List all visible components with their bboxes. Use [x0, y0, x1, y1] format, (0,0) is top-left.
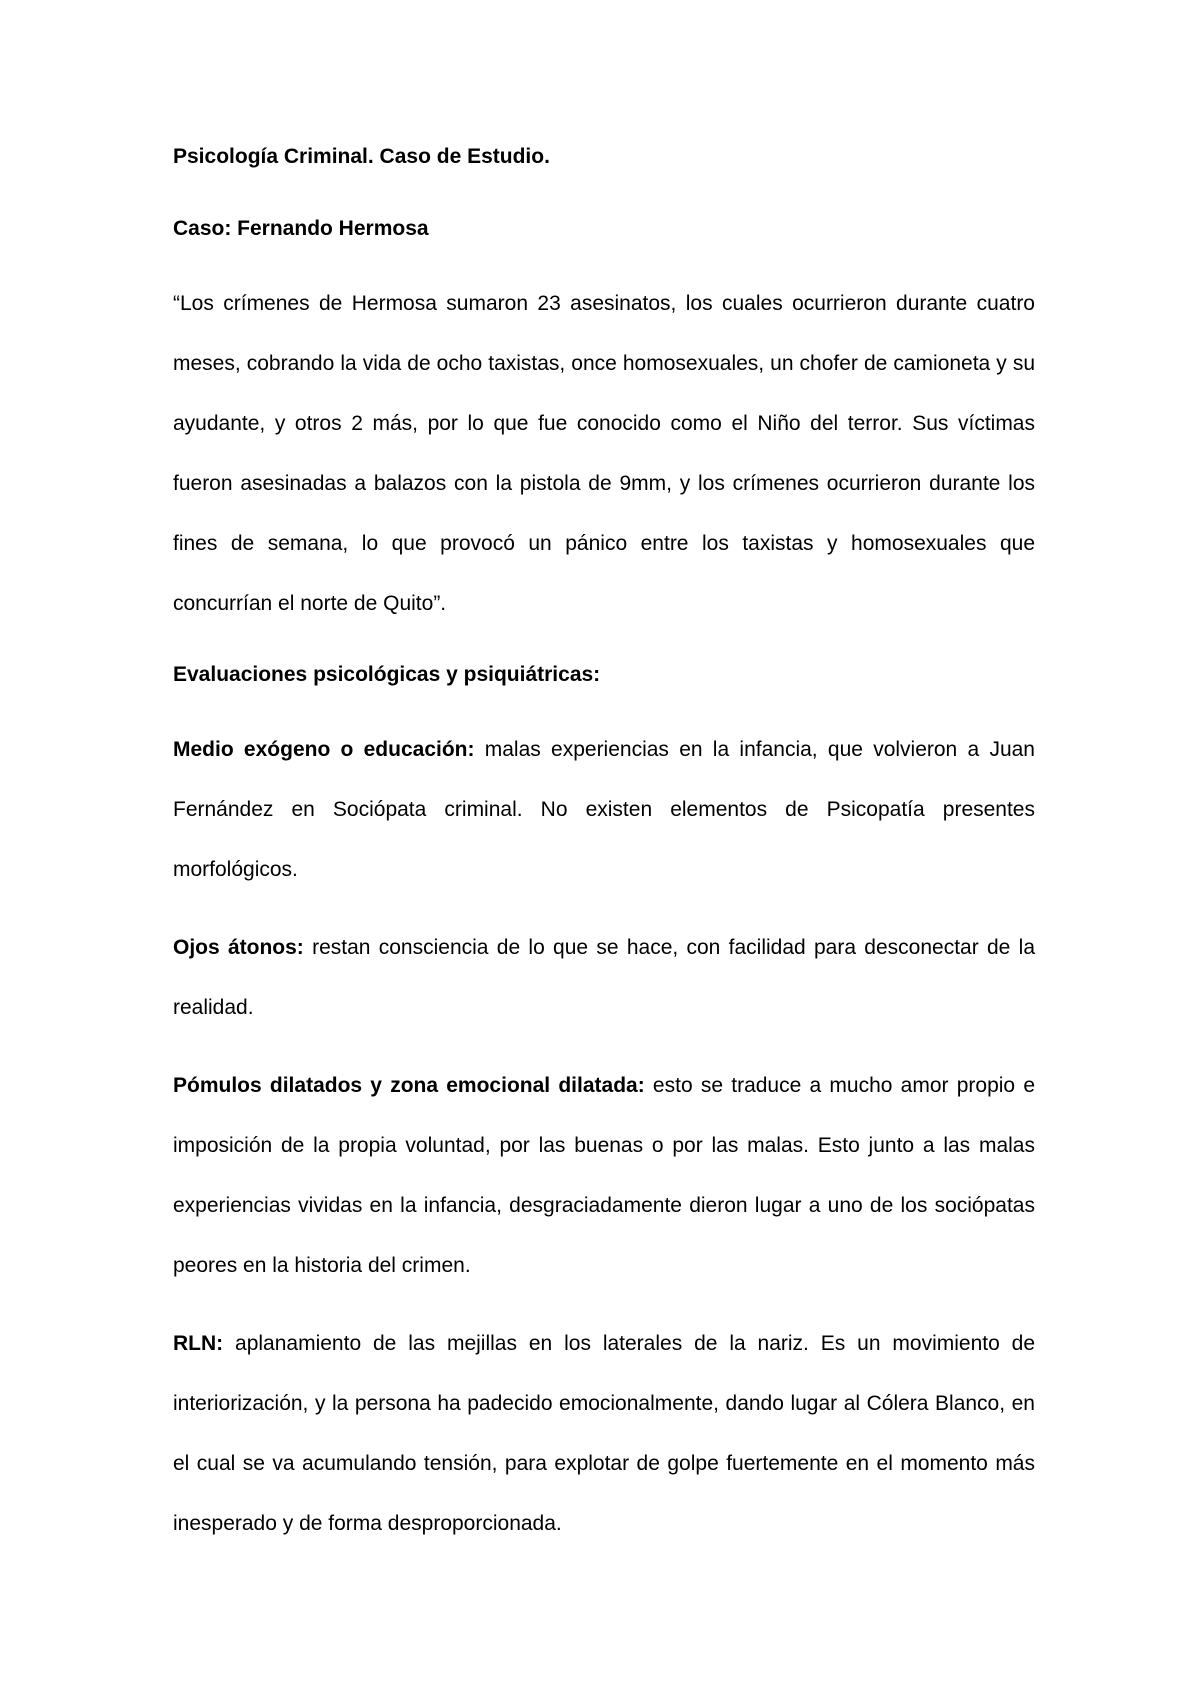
case-title: Caso: Fernando Hermosa: [173, 217, 429, 240]
section-text: restan consciencia de lo que se hace, con facilidad para desconectar de la realidad.: [173, 936, 1035, 1019]
case-quote: “Los crímenes de Hermosa sumaron 23 asesinatos, los cuales ocurrieron durante cuatro meses, cobrando la vida de ocho taxistas, once homosexuales, un chofer de camioneta y su ayudante, y otros 2 más, por lo que fue conocido como el Niño del terror. Sus víctimas fueron asesinadas a balazos con la pistola de 9mm, y los crímenes ocurrieron durante los fines de semana, lo que provocó un pánico entre los taxistas y homosexuales que concurrían el norte de Quito”.: [173, 292, 1035, 615]
evaluations-heading: Evaluaciones psicológicas y psiquiátricas:: [173, 663, 601, 686]
section-pomulos: [173, 1056, 1035, 1296]
section-label: RLN:: [173, 1332, 224, 1355]
document-title: Psicología Criminal. Caso de Estudio.: [173, 145, 550, 168]
section-label: Medio exógeno o educación:: [173, 738, 475, 761]
section-text: esto se traduce a mucho amor propio e imposición de la propia voluntad, por las buenas o por las malas. Esto junto a las malas experiencias vividas en la infancia, desgraciadamente dieron lugar a uno de los sociópatas peores en la historia del crimen.: [173, 1074, 1036, 1277]
section-ojos-atonos: [173, 918, 1035, 1038]
section-label: Ojos átonos:: [173, 936, 304, 959]
section-text: aplanamiento de las mejillas en los laterales de la nariz. Es un movimiento de interiorización, y la persona ha padecido emocionalmente, dando lugar al Cólera Blanco, en el cual se va acumulando tensión, para explotar de golpe fuertemente en el momento más inesperado y de forma desproporcionada.: [173, 1332, 1035, 1535]
section-text: malas experiencias en la infancia, que volvieron a Juan Fernández en Sociópata criminal. No existen elementos de Psicopatía presentes morfológicos.: [173, 738, 1035, 881]
section-medio-exogeno: [173, 720, 1035, 900]
section-rln: [173, 1314, 1035, 1554]
document-body: [173, 140, 1035, 1592]
section-label: Pómulos dilatados y zona emocional dilatada:: [173, 1074, 645, 1097]
